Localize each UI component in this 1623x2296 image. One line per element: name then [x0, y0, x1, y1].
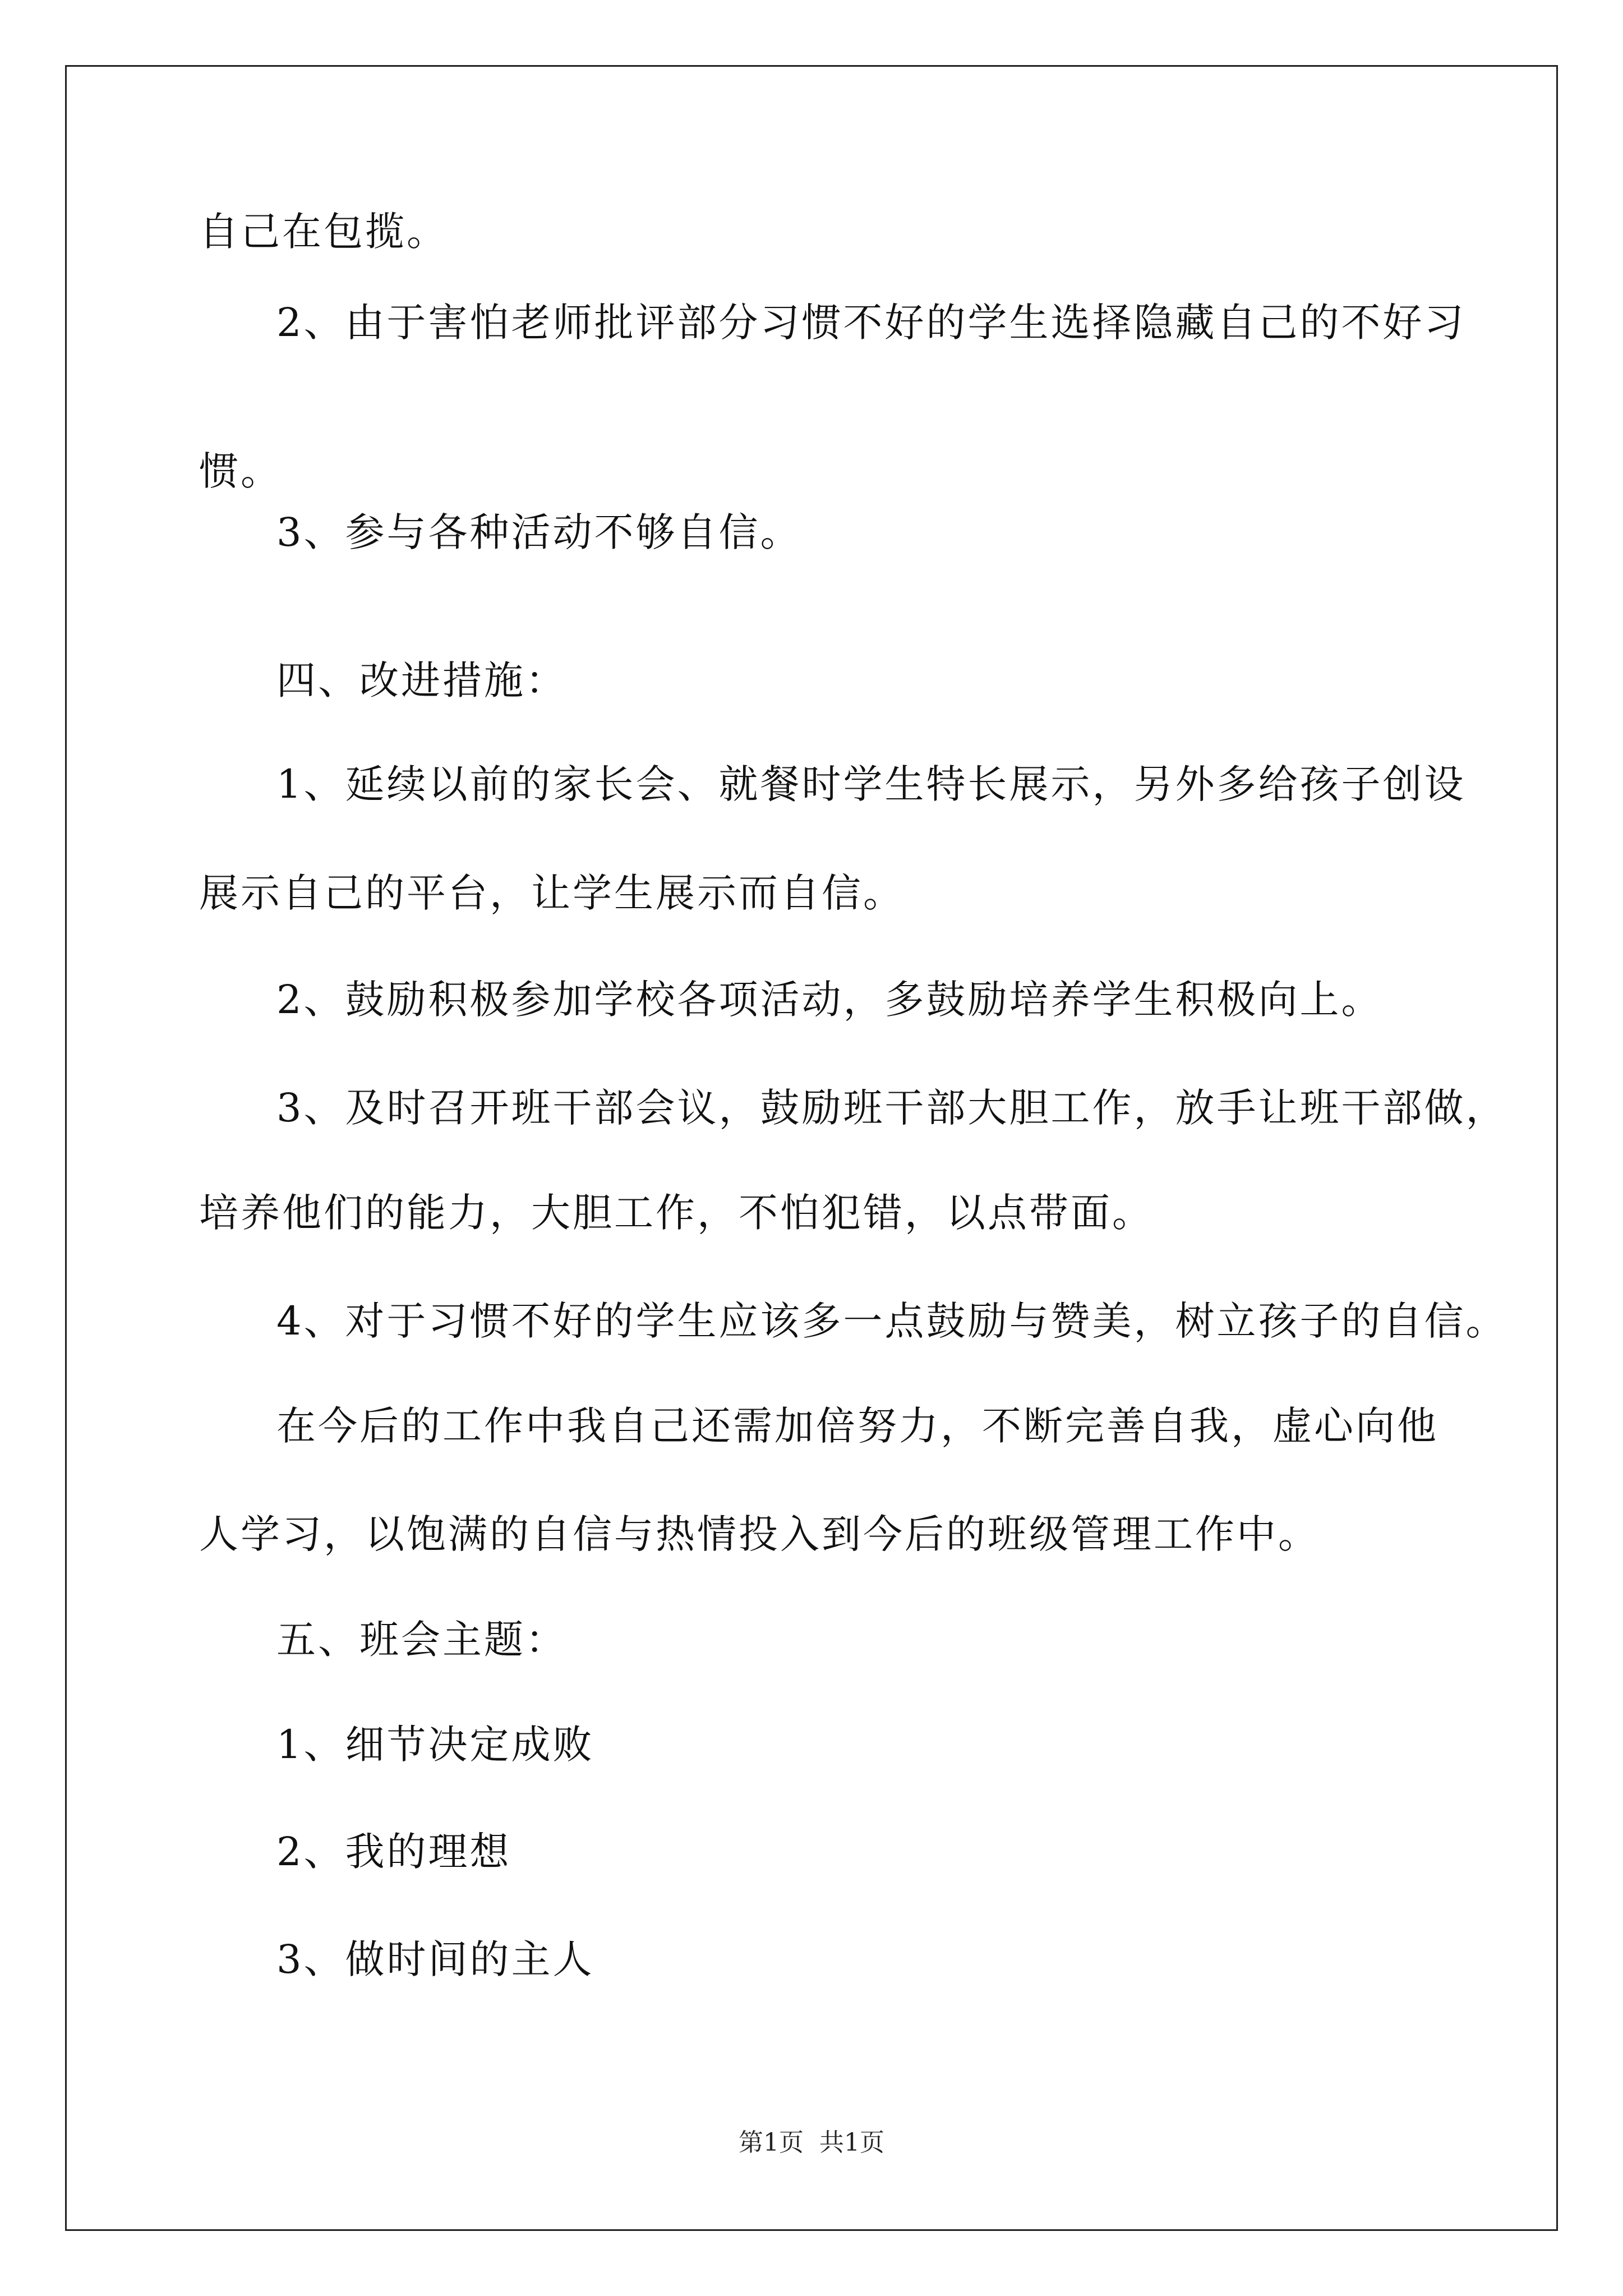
text-line: 在今后的工作中我自己还需加倍努力，不断完善自我，虚心向他 — [276, 1403, 1438, 1449]
text-line: 4、对于习惯不好的学生应该多一点鼓励与赞美，树立孩子的自信。 — [276, 1298, 1507, 1344]
page-footer — [0, 2126, 1623, 2160]
text-line: 人学习，以饱满的自信与热情投入到今后的班级管理工作中。 — [199, 1511, 1320, 1557]
section-heading: 五、班会主题： — [276, 1617, 567, 1663]
text-line: 2、鼓励积极参加学校各项活动，多鼓励培养学生积极向上。 — [276, 977, 1383, 1023]
text-line: 展示自己的平台，让学生展示而自信。 — [199, 870, 905, 916]
page-number: 第1页 — [739, 2128, 804, 2157]
text-line: 3、参与各种活动不够自信。 — [276, 509, 802, 555]
page-border — [65, 65, 1558, 2231]
text-line: 1、细节决定成败 — [276, 1722, 594, 1768]
text-line: 自己在包揽。 — [199, 209, 448, 255]
text-line: 3、做时间的主人 — [276, 1936, 594, 1982]
text-line: 惯。 — [199, 448, 282, 494]
text-line: 2、我的理想 — [276, 1829, 511, 1875]
text-line: 1、延续以前的家长会、就餐时学生特长展示，另外多给孩子创设 — [276, 761, 1466, 807]
text-line: 3、及时召开班干部会议，鼓励班干部大胆工作，放手让班干部做， — [276, 1085, 1507, 1131]
page-total: 共1页 — [819, 2128, 884, 2157]
text-line: 2、由于害怕老师批评部分习惯不好的学生选择隐藏自己的不好习 — [276, 300, 1466, 346]
text-line: 培养他们的能力，大胆工作，不怕犯错，以点带面。 — [199, 1190, 1154, 1236]
section-heading: 四、改进措施： — [276, 657, 567, 703]
